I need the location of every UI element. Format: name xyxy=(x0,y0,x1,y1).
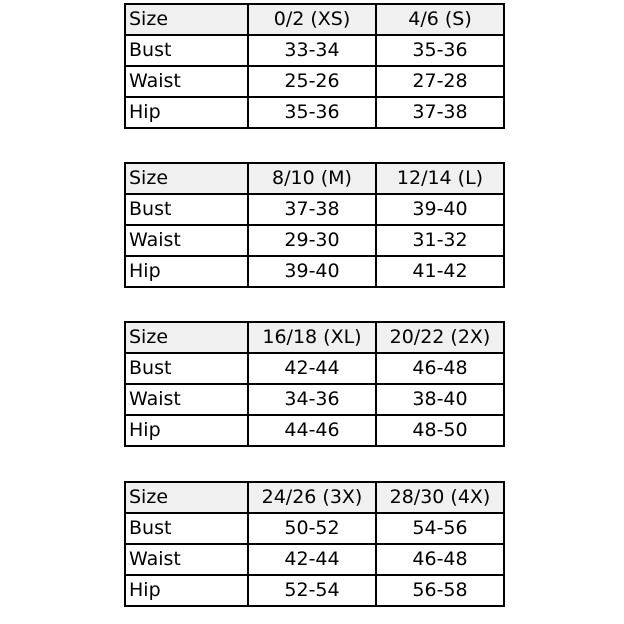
hip-cell: 44-46 xyxy=(248,415,376,446)
waist-label: Waist xyxy=(125,544,248,575)
size-chart-table-1 xyxy=(124,3,505,129)
bust-cell: 46-48 xyxy=(376,353,504,384)
size-row xyxy=(125,322,504,353)
bust-label: Bust xyxy=(125,194,248,225)
waist-cell: 25-26 xyxy=(248,66,376,97)
hip-cell: 35-36 xyxy=(248,97,376,128)
waist-cell: 38-40 xyxy=(376,384,504,415)
bust-row xyxy=(125,194,504,225)
hip-label: Hip xyxy=(125,415,248,446)
hip-cell: 37-38 xyxy=(376,97,504,128)
size-header-cell: 0/2 (XS) xyxy=(248,4,376,35)
bust-cell: 35-36 xyxy=(376,35,504,66)
hip-cell: 39-40 xyxy=(248,256,376,287)
waist-label: Waist xyxy=(125,225,248,256)
hip-cell: 56-58 xyxy=(376,575,504,606)
size-chart-table-2 xyxy=(124,162,505,288)
bust-row xyxy=(125,353,504,384)
bust-label: Bust xyxy=(125,35,248,66)
waist-row xyxy=(125,544,504,575)
waist-cell: 31-32 xyxy=(376,225,504,256)
bust-label: Bust xyxy=(125,513,248,544)
bust-cell: 33-34 xyxy=(248,35,376,66)
hip-row xyxy=(125,575,504,606)
waist-cell: 42-44 xyxy=(248,544,376,575)
size-row xyxy=(125,163,504,194)
hip-label: Hip xyxy=(125,256,248,287)
size-row xyxy=(125,482,504,513)
hip-cell: 41-42 xyxy=(376,256,504,287)
waist-label: Waist xyxy=(125,384,248,415)
bust-cell: 50-52 xyxy=(248,513,376,544)
size-chart-table-4 xyxy=(124,481,505,607)
waist-cell: 34-36 xyxy=(248,384,376,415)
hip-cell: 48-50 xyxy=(376,415,504,446)
size-row xyxy=(125,4,504,35)
hip-label: Hip xyxy=(125,575,248,606)
hip-cell: 52-54 xyxy=(248,575,376,606)
bust-label: Bust xyxy=(125,353,248,384)
size-header-cell: 8/10 (M) xyxy=(248,163,376,194)
hip-row xyxy=(125,97,504,128)
waist-row xyxy=(125,225,504,256)
size-header-cell: 28/30 (4X) xyxy=(376,482,504,513)
bust-row xyxy=(125,35,504,66)
bust-cell: 42-44 xyxy=(248,353,376,384)
size-header-cell: 16/18 (XL) xyxy=(248,322,376,353)
waist-cell: 46-48 xyxy=(376,544,504,575)
size-label: Size xyxy=(125,4,248,35)
hip-row xyxy=(125,256,504,287)
size-label: Size xyxy=(125,163,248,194)
bust-cell: 54-56 xyxy=(376,513,504,544)
waist-label: Waist xyxy=(125,66,248,97)
waist-cell: 27-28 xyxy=(376,66,504,97)
waist-row xyxy=(125,66,504,97)
size-header-cell: 20/22 (2X) xyxy=(376,322,504,353)
size-header-cell: 4/6 (S) xyxy=(376,4,504,35)
size-label: Size xyxy=(125,482,248,513)
size-header-cell: 24/26 (3X) xyxy=(248,482,376,513)
hip-row xyxy=(125,415,504,446)
hip-label: Hip xyxy=(125,97,248,128)
size-header-cell: 12/14 (L) xyxy=(376,163,504,194)
size-label: Size xyxy=(125,322,248,353)
size-chart-table-3 xyxy=(124,321,505,447)
waist-row xyxy=(125,384,504,415)
bust-cell: 37-38 xyxy=(248,194,376,225)
bust-cell: 39-40 xyxy=(376,194,504,225)
waist-cell: 29-30 xyxy=(248,225,376,256)
bust-row xyxy=(125,513,504,544)
